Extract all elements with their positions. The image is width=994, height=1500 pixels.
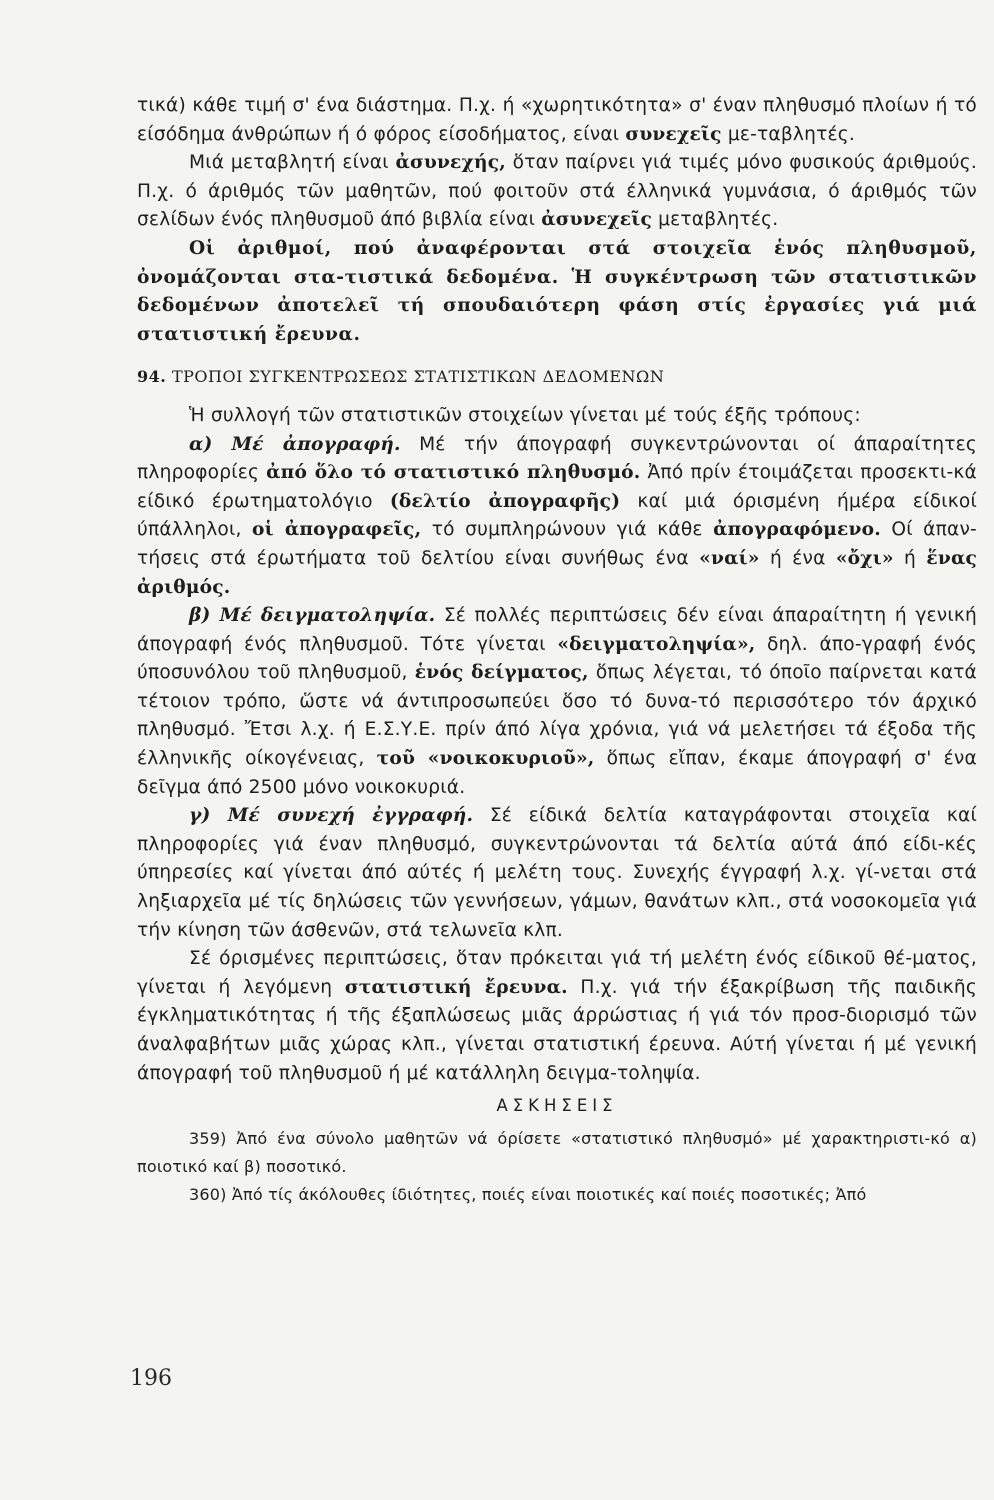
text-run: τό συμπληρώνουν γιά κάθε (431, 519, 703, 541)
text-run: Μιά μεταβλητή είναι (189, 152, 389, 174)
bold-term: (δελτίο ἀπογραφῆς) (389, 490, 621, 512)
text-run: Σέ όρισμένες περιπτώσεις, ὅταν πρόκειται γιά τή μελέτη ένός είδικοῦ θέ-ματος, γίνεται ή λεγόμενη (137, 948, 977, 998)
bold-term: τοῦ «νοικοκυριοῦ», (376, 748, 595, 770)
text-run: μεταβλητές. (658, 209, 779, 231)
text-run: δηλ. άπο-γραφή ένός ύποσυνόλου τοῦ πληθυσμοῦ, (137, 633, 977, 684)
bold-term: ἀπό ὅλο τό στατιστικό πληθυσμό. (266, 462, 641, 484)
exercise-359: 359) Ἀπό ένα σύνολο μαθητῶν νά όρίσετε «στατιστικό πληθυσμό» μέ χαρακτηριστι-κό α) ποιοτικό καί β) ποσοτικό. (137, 1128, 977, 1176)
text-run: Μέ τήν άπογραφή συγκεντρώνονται οί άπαραίτητες πληροφορίες (137, 433, 977, 484)
text-run: ή (904, 547, 917, 569)
method-label: α) Μέ ἀπογραφή. (189, 433, 401, 455)
section-title: ΤΡΟΠΟΙ ΣΥΓΚΕΝΤΡΩΣΕΩΣ ΣΤΑΤΙΣΤΙΚΩΝ ΔΕΔΟΜΕΝΩΝ (171, 367, 665, 387)
bold-term: «ναί» (699, 547, 760, 569)
bold-term: οἱ ἀπογραφεῖς, (252, 519, 422, 541)
exercise-360: 360) Ἀπό τίς άκόλουθες ίδιότητες, ποιές είναι ποιοτικές καί ποιές ποσοτικές; Ἀπό (189, 1184, 867, 1204)
text-run: Ἀπό πρίν έτοιμάζεται προσεκτι-κά είδικό έρωτηματολόγιο (137, 462, 977, 512)
section-number: 94. (137, 367, 167, 387)
text-run: καί μιά όρισμένη ήμέρα είδικοί ύπάλληλοι, (137, 490, 977, 541)
text-run: ὅπως λέγεται, τό όποῖο παίρνεται κατά τέτοιον τρόπο, ὥστε νά άντιπροσωπεύει ὅσο τό δυνα-τό περισσότερο τόν άρχικό πληθυσμό. Ἔτσι λ.χ. ή Ε.Σ.Υ.Ε. πρίν άπό λίγα χρόνια, γιά νά μελετήσει τά έξοδα τῆς έλληνικῆς οίκογένειας, (137, 662, 977, 770)
paragraph-statistical-data: Οἱ ἀριθμοί, πού ἀναφέρονται στά στοιχεῖα ἑνός πληθυσμοῦ, ὀνομάζονται στα-τιστικά δεδομένα. Ἡ συγκέντρωση τῶν στατιστικῶν δεδομένων ἀποτελεῖ τή σπουδαιότερη φάση στίς ἐργασίες γιά μιά στατιστική ἔρευνα. (137, 237, 977, 345)
paragraph-statistical-survey (137, 945, 977, 1088)
section-heading (137, 363, 977, 392)
paragraph-sampling (137, 602, 977, 802)
bold-term: ἀσυνεχής, (395, 152, 506, 174)
paragraph-intro-methods: Ἡ συλλογή τῶν στατιστικῶν στοιχείων γίνεται μέ τούς έξῆς τρόπους: (189, 404, 861, 426)
bold-term: ἑνός δείγματος, (414, 662, 589, 684)
paragraph-continuous-registration (137, 802, 977, 945)
method-label: β) Μέ δειγματοληψία. (189, 605, 436, 627)
paragraph-continuous-variables (137, 92, 977, 149)
page-number: 196 (130, 1366, 172, 1391)
text-run: με-ταβλητές. (727, 123, 855, 145)
body-text (137, 92, 977, 1209)
text-run: Σέ είδικά δελτία καταγράφονται στοιχεῖα καί πληροφορίες γιά έναν πληθυσμό, συγκεντρώνονται τά δελτία αύτά άπό είδι-κές ύπηρεσίες καί γίνεται άπό αύτές ή μελέτη τους. Συνεχής έγγραφή λ.χ. γί-νεται στά ληξιαρχεῖα μέ τίς δηλώσεις τῶν γεννήσεων, γάμων, θανάτων κλπ., στά νοσοκομεῖα γιά τήν κίνηση τῶν άσθενῶν, στά τελωνεῖα κλπ. (137, 805, 977, 941)
text-run: Οί άπαν-τήσεις στά έρωτήματα τοῦ δελτίου είναι συνήθως ένα (137, 519, 977, 569)
exercises-heading: ΑΣΚΗΣΕΙΣ (496, 1096, 618, 1116)
method-label: γ) Μέ συνεχή ἐγγραφή. (189, 805, 474, 827)
text-run: Π.χ. γιά τήν έξακρίβωση τῆς παιδικῆς έγκληματικότητας ή τῆς έξαπλώσεως μιᾶς άρρώστιας ή γιά τόν προσ-διορισμό τῶν άναλφαβήτων μιᾶς χώρας κλπ., γίνεται στατιστική έρευνα. Αύτή γίνεται ή μέ γενική άπογραφή τοῦ πληθυσμοῦ ή μέ κατάλληλη δειγμα-τοληψία. (137, 976, 977, 1084)
bold-term: ἀσυνεχεῖς (541, 209, 652, 231)
bold-term: ἀπογραφόμενο. (713, 519, 881, 541)
bold-term: ἕνας ἀριθμός. (137, 547, 977, 598)
bold-term: «δειγματοληψία», (557, 633, 756, 655)
text-run: ή ένα (769, 547, 826, 569)
text-run: ὅπως εἴπαν, έκαμε άπογραφή σ' ένα δεῖγμα άπό 2500 μόνο νοικοκυριά. (137, 748, 977, 798)
paragraph-census (137, 431, 977, 603)
bold-term: στατιστική ἔρευνα. (344, 976, 568, 998)
text-run: τικά) κάθε τιμή σ' ένα διάστημα. Π.χ. ή «χωρητικότητα» σ' έναν πληθυσμό πλοίων ή τό είσόδημα άνθρώπων ή ό φόρος είσοδήματος, είναι (137, 95, 977, 145)
text-run: ὅταν παίρνει γιά τιμές μόνο φυσικούς άριθμούς. Π.χ. ό άριθμός τῶν μαθητῶν, πού φοιτοῦν στά έλληνικά γυμνάσια, ό άριθμός τῶν σελίδων ένός πληθυσμοῦ άπό βιβλία είναι (137, 152, 977, 231)
bold-term: «ὄχι» (835, 547, 894, 569)
text-run: Σέ πολλές περιπτώσεις δέν είναι άπαραίτητη ή γενική άπογραφή ένός πληθυσμοῦ. Τότε γίνεται (137, 605, 977, 655)
paragraph-discrete-variables (137, 149, 977, 235)
bold-term: συνεχεῖς (625, 123, 722, 145)
